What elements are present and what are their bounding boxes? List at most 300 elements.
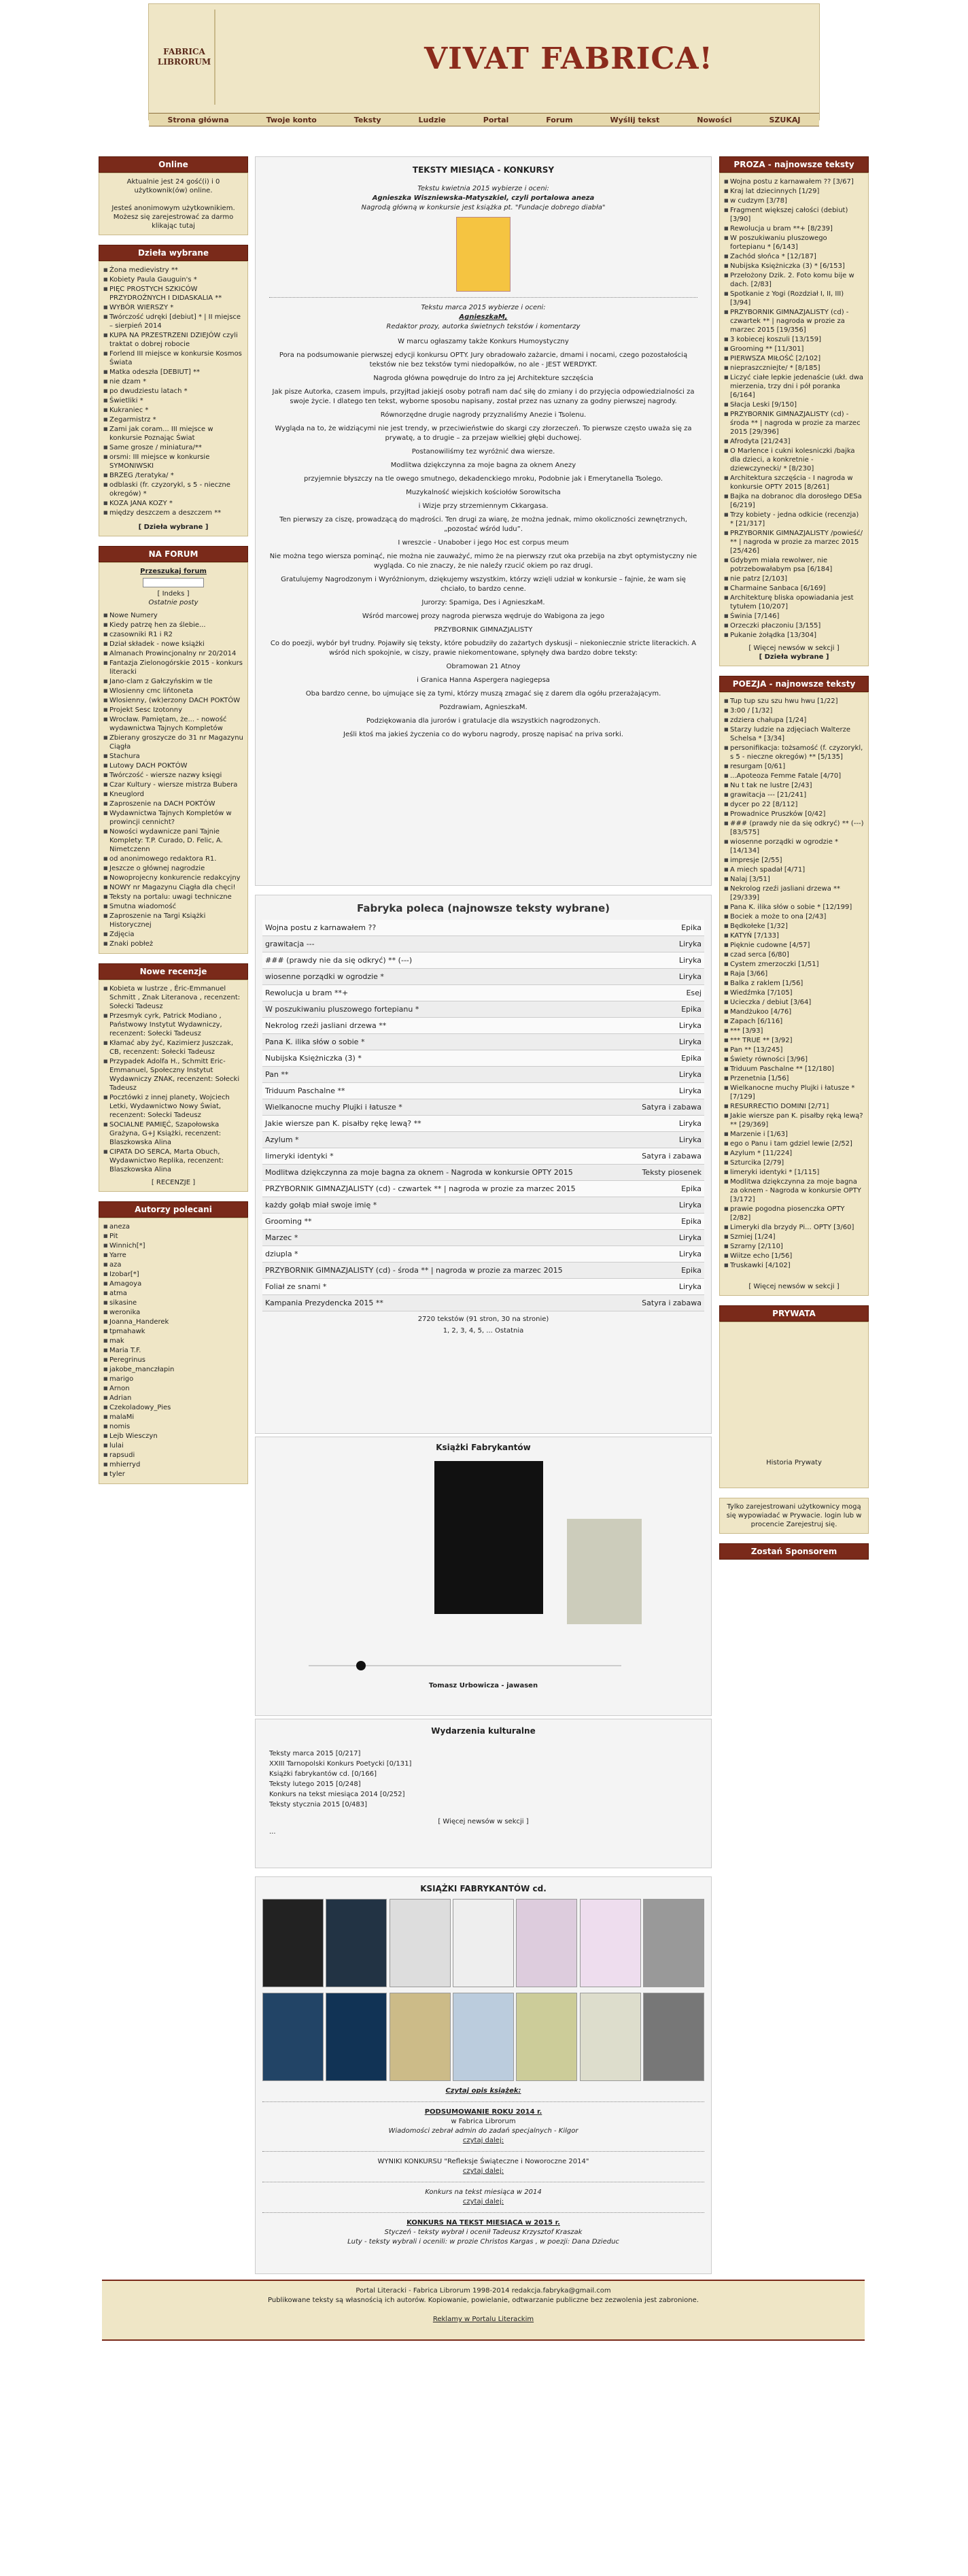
poetry-link[interactable]: ■ ...Apoteoza Femme Fatale [4/70] — [724, 772, 864, 780]
author-link[interactable]: ■ mak — [103, 1337, 243, 1345]
book-thumb[interactable] — [516, 1899, 577, 1987]
prose-more2[interactable]: [ Dzieła wybrane ] — [759, 653, 829, 661]
poetry-link[interactable]: ■ prawie pogodna piosenczka OPTY [2/82] — [724, 1205, 864, 1222]
poetry-link[interactable]: ■ Modlitwa dziękczynna za moje bagna za oknem - Nagroda w konkursie OPTY [3/172] — [724, 1178, 864, 1204]
text-title[interactable]: Nekrolog rzeźi jasliani drzewa ** — [265, 1021, 387, 1030]
forum-post-link[interactable]: ■ Zbierany groszycze do 31 nr Magazynu Ciągła — [103, 734, 243, 751]
forum-post-link[interactable]: ■ Almanach Prowincjonalny nr 20/2014 — [103, 649, 243, 658]
poetry-link[interactable]: ■ Marzenie i [1/63] — [724, 1130, 864, 1139]
poetry-link[interactable]: ■ A miech spadał [4/71] — [724, 865, 864, 874]
poetry-link[interactable]: ■ *** TRUE ** [3/92] — [724, 1036, 864, 1045]
prose-link[interactable]: ■ Przełożony Dzik. 2. Foto komu bije w dach. [2/83] — [724, 271, 864, 289]
table-row[interactable] — [262, 1230, 704, 1246]
event-link[interactable]: Konkurs na tekst miesiąca 2014 [0/252] — [269, 1791, 405, 1798]
forum-post-link[interactable]: ■ NOWY nr Magazynu Ciągła dla chęci! — [103, 883, 243, 892]
text-title[interactable]: wiosenne porządki w ogrodzie * — [265, 972, 384, 981]
poetry-link[interactable]: ■ Azylum * [11/224] — [724, 1149, 864, 1158]
text-category: Esej — [686, 989, 702, 997]
forum-post-link[interactable]: ■ Stachura — [103, 752, 243, 761]
text-title[interactable]: Wielkanocne muchy Plujki i łatusze * — [265, 1103, 402, 1112]
table-row[interactable] — [262, 1099, 704, 1116]
nav-item[interactable]: Teksty — [353, 115, 381, 124]
poetry-link[interactable]: ■ Wielkanocne muchy Plujki i łatusze * [7/129] — [724, 1084, 864, 1101]
forum-post-link[interactable]: ■ Nowości wydawnicze pani Tajnie Komplety: T.P. Curado, D. Felic, A. Nimetczenn — [103, 827, 243, 854]
poetry-link[interactable]: ■ personifikacja: tożsamość (f. czyzorykl, s 5 - nieczne okregów) ** [5/135] — [724, 744, 864, 761]
book-thumb[interactable] — [643, 1993, 704, 2081]
prose-heading: PROZA - najnowsze teksty — [719, 156, 869, 173]
poetry-link[interactable]: ■ Pan ** [13/245] — [724, 1046, 864, 1054]
author-link[interactable]: ■ nomis — [103, 1422, 243, 1431]
table-row[interactable] — [262, 1083, 704, 1099]
forum-post-link[interactable]: ■ Projekt Sesc Izotonny — [103, 706, 243, 715]
prose-link[interactable]: ■ Pukanie żołądka [13/304] — [724, 631, 864, 640]
author-link[interactable]: ■ rapsudi — [103, 1451, 243, 1460]
prose-link[interactable]: ■ O Marlence i cukni kolesniczki /bajka dla dzieci, a konkretnie - dziewczynecki/ * [8/230] — [724, 447, 864, 473]
table-row[interactable] — [262, 1279, 704, 1295]
book-thumb[interactable] — [390, 1899, 451, 1987]
selected-work-link[interactable]: ■ Zegarmistrz * — [103, 415, 243, 424]
text-title[interactable]: Foliał ze snami * — [265, 1282, 327, 1291]
text-title[interactable]: Rewolucja u bram **+ — [265, 989, 349, 997]
poetry-link[interactable]: ■ RESURRECTIO DOMINI [2/71] — [724, 1102, 864, 1111]
site-header — [148, 3, 820, 124]
review-item[interactable]: ■ Przesmyk cyrk, Patrick Modiano , Państwowy Instytut Wydawniczy, recenzent: Sołecki Tadeusz — [103, 1012, 243, 1038]
poetry-more[interactable]: [ Więcej newsów w sekcji ] — [748, 1283, 840, 1290]
selected-work-link[interactable]: ■ Twórczość udręki [debiut] * | II miejsce – sierpień 2014 — [103, 313, 243, 330]
author-link[interactable]: ■ weronika — [103, 1308, 243, 1317]
forum-post-link[interactable]: ■ Wlosienny, (wk)erzony DACH POKTÓW — [103, 696, 243, 705]
poetry-link[interactable]: ■ Wiitze echo [1/56] — [724, 1252, 864, 1260]
text-title[interactable]: W poszukiwaniu pluszowego fortepianu * — [265, 1005, 419, 1014]
review-item[interactable]: ■ SOCIALNE PAMIĘĆ, Szapołowska Grażyna, G+J Książki, recenzent: Blaszkowska Alina — [103, 1120, 243, 1147]
read-more-link[interactable]: czytaj dalej: — [462, 2198, 504, 2205]
prose-link[interactable]: ■ Architektura szczęścia - I nagroda w konkursie OPTY 2015 [8/261] — [724, 474, 864, 492]
footer-ads-link[interactable]: Reklamy w Portalu Literackim — [432, 2316, 534, 2323]
prose-link[interactable]: ■ Afrodyta [21/243] — [724, 437, 864, 446]
selected-work-link[interactable]: ■ po dwudziestu latach * — [103, 387, 243, 396]
table-row[interactable] — [262, 1116, 704, 1132]
selected-work-link[interactable]: ■ Zami jak coram... III miejsce w konkursie Poznając Świat — [103, 425, 243, 443]
author-link[interactable]: ■ marigo — [103, 1375, 243, 1384]
recommended-title: Fabryka poleca (najnowsze teksty wybrane) — [356, 902, 610, 914]
text-title[interactable]: Jakie wiersze pan K. pisałby rękę lewą? ** — [265, 1119, 421, 1128]
event-link[interactable]: XXIII Tarnopolski Konkurs Poetycki [0/131] — [269, 1760, 412, 1768]
slider-handle[interactable] — [356, 1661, 366, 1670]
author-link[interactable]: ■ malaMi — [103, 1413, 243, 1422]
text-title[interactable]: Grooming ** — [265, 1217, 312, 1226]
recommended-section — [255, 895, 712, 1434]
poetry-link[interactable]: ■ Nalaj [3/51] — [724, 875, 864, 884]
event-link[interactable]: Książki fabrykantów cd. [0/166] — [269, 1770, 377, 1778]
poetry-link[interactable]: ■ Przenetnia [1/56] — [724, 1074, 864, 1083]
nav-item[interactable]: Twoje konto — [266, 115, 317, 124]
table-row[interactable] — [262, 920, 704, 936]
contest-paragraph: Ten pierwszy za ciszę, prowadzącą do mądrości. Ten drugi za wiarę, że można jednak, mimo okoliczności zewnętrznych, „pozostać wśród ludu”. — [279, 516, 687, 533]
forum-post-link[interactable]: ■ Dział składek - nowe książki — [103, 640, 243, 649]
forum-post-link[interactable]: ■ Twórczość - wiersze nazwy księgi — [103, 771, 243, 780]
author-link[interactable]: ■ Maria T.F. — [103, 1346, 243, 1355]
author-link[interactable]: ■ Czekoladowy_Pies — [103, 1403, 243, 1412]
text-title[interactable]: Pana K. ilika słów o sobie * — [265, 1037, 365, 1046]
text-title[interactable]: Kampania Prezydencka 2015 ** — [265, 1299, 383, 1307]
contest-paragraph: Wśród marcowej prozy nagroda pierwsza wędruje do Wabigona za jego — [362, 613, 605, 620]
prose-link[interactable]: ■ Świnia [7/146] — [724, 612, 864, 621]
table-row[interactable] — [262, 1246, 704, 1263]
text-title[interactable]: Azylum * — [265, 1135, 299, 1144]
poetry-link[interactable]: ■ Pana K. ilika słów o sobie * [12/199] — [724, 903, 864, 912]
table-row[interactable] — [262, 952, 704, 969]
prose-link[interactable]: ■ niepraszczniejte/ * [8/185] — [724, 364, 864, 373]
poetry-link[interactable]: ■ ### (prawdy nie da się odkryć) ** (---) [83/575] — [724, 819, 864, 837]
contest-paragraph: Równorzędne drugie nagrody przyznaliśmy Anezie i Tsolenu. — [380, 411, 587, 419]
book-thumb[interactable] — [580, 1993, 641, 2081]
prose-link[interactable]: ■ Zachód słońca * [12/187] — [724, 252, 864, 261]
selected-work-link[interactable]: ■ KOZA JANA KOZY * — [103, 499, 243, 508]
nav-item[interactable]: Nowości — [697, 115, 732, 124]
forum-post-link[interactable]: ■ Lutowy DACH POKTÓW — [103, 761, 243, 770]
table-row[interactable] — [262, 1295, 704, 1311]
prose-link[interactable]: ■ Trzy kobiety - jedna odkicie (recenzja) * [21/317] — [724, 511, 864, 528]
event-link[interactable]: Teksty marca 2015 [0/217] — [269, 1750, 361, 1757]
author-link[interactable]: ■ Peregrinus — [103, 1356, 243, 1364]
contest-april-prize[interactable]: Nagrodą główną w konkursie jest książka pt. "Fundacje dobrego diabła" — [361, 204, 606, 211]
table-row[interactable] — [262, 1197, 704, 1214]
forum-post-link[interactable]: ■ Zaproszenie na DACH POKTÓW — [103, 800, 243, 808]
review-item[interactable]: ■ Kłamać aby żyć, Kazimierz Juszczak, CB, recenzent: Sołecki Tadeusz — [103, 1039, 243, 1057]
poetry-link[interactable]: ■ Nekrolog rzeźi jasliani drzewa ** [29/339] — [724, 885, 864, 902]
prose-link[interactable]: ■ Bajka na dobranoc dla dorosłego DESa [6/219] — [724, 492, 864, 510]
author-link[interactable]: ■ sikasine — [103, 1299, 243, 1307]
books-caption[interactable]: Czytaj opis książek: — [445, 2087, 521, 2095]
forum-post-link[interactable]: ■ Nowoprojecny konkurencie redakcyjny — [103, 874, 243, 882]
nav-item[interactable]: Strona główna — [167, 115, 229, 124]
author-link[interactable]: ■ Amagoya — [103, 1280, 243, 1288]
summary-2014[interactable]: PODSUMOWANIE ROKU 2014 r. — [424, 2108, 542, 2116]
text-category: Liryka — [678, 1070, 702, 1079]
poetry-link[interactable]: ■ Limeryki dla brzydy Pi... OPTY [3/60] — [724, 1223, 864, 1232]
nav-item[interactable]: Wyślij tekst — [610, 115, 660, 124]
book-cover-image[interactable] — [456, 217, 511, 292]
selected-works-box — [99, 261, 248, 536]
prose-link[interactable]: ■ Nubijska Księżniczka (3) * [6/153] — [724, 262, 864, 271]
book-thumb[interactable] — [262, 1993, 324, 2081]
contest-paragraph: I wreszcie - Unabober i jego Hoc est corpus meum — [398, 539, 569, 547]
nav-item[interactable]: SZUKAJ — [769, 115, 801, 124]
author-link[interactable]: ■ aza — [103, 1260, 243, 1269]
text-title[interactable]: limeryki identyki * — [265, 1152, 334, 1161]
text-title[interactable]: grawitacja --- — [265, 940, 315, 948]
prose-link[interactable]: ■ W poszukiwaniu pluszowego fortepianu * [6/143] — [724, 234, 864, 252]
right-column — [719, 156, 869, 1560]
text-title[interactable]: Wojna postu z karnawałem ?? — [265, 923, 377, 932]
reviews-box — [99, 980, 248, 1192]
poetry-link[interactable]: ■ ego o Panu i tam gdziel lewie [2/52] — [724, 1139, 864, 1148]
review-item[interactable]: ■ Pocztówki z innej planety, Wojciech Letki, Wydawnictwo Nowy Świat, recenzent: Sołecki Tadeusz — [103, 1093, 243, 1120]
poetry-link[interactable]: ■ limeryki identyki * [1/115] — [724, 1168, 864, 1177]
table-row[interactable] — [262, 1181, 704, 1197]
author-link[interactable]: ■ tyler — [103, 1470, 243, 1479]
forum-post-link[interactable]: ■ Kiedy patrzę hen za ślebie... — [103, 621, 243, 630]
table-row[interactable] — [262, 1165, 704, 1181]
forum-post-link[interactable]: ■ Znaki pobłeż — [103, 940, 243, 948]
poetry-link[interactable]: ■ Szturcika [2/79] — [724, 1158, 864, 1167]
contest-paragraph: Jurorzy: Spamiga, Des i AgnieszkaM. — [421, 599, 545, 606]
forum-heading: NA FORUM — [99, 546, 248, 562]
poetry-link[interactable]: ■ Mandżukoo [4/76] — [724, 1008, 864, 1016]
prose-link[interactable]: ■ nie patrz [2/103] — [724, 574, 864, 583]
author-link[interactable]: ■ Pit — [103, 1232, 243, 1241]
books-more-title: KSIĄŻKI FABRYKANTÓW cd. — [420, 1884, 547, 1893]
book-thumb[interactable] — [390, 1993, 451, 2081]
text-category: Liryka — [678, 1037, 702, 1046]
contest-2015[interactable]: KONKURS NA TEKST MIESIĄCA w 2015 r. — [407, 2219, 560, 2227]
event-link[interactable]: Teksty lutego 2015 [0/248] — [269, 1781, 361, 1788]
poetry-link[interactable]: ■ KATYŃ [7/133] — [724, 931, 864, 940]
selected-work-link[interactable]: ■ Kobiety Paula Gauguin's * — [103, 275, 243, 284]
prose-link[interactable]: ■ 3 kobiecej koszuli [13/159] — [724, 335, 864, 344]
author-link[interactable]: ■ jakobe_manczłapin — [103, 1365, 243, 1374]
contest-april-judge[interactable]: Agnieszka Wiszniewska-Matyszkiel, czyli portalowa aneza — [372, 194, 595, 202]
poetry-link[interactable]: ■ Balka z raklem [1/56] — [724, 979, 864, 988]
footer-rights: Publikowane teksty są własnością ich autorów. Kopiowanie, powielanie, odtwarzanie publiczne bez zezwolenia jest zabronione. — [268, 2297, 699, 2304]
book-thumb[interactable] — [262, 1899, 324, 1987]
author-link[interactable]: ■ lulai — [103, 1441, 243, 1450]
author-link[interactable]: ■ Winnich[*] — [103, 1241, 243, 1250]
contest-february: Luty - teksty wybrali i ocenili: w prozie Christos Kargas , w poezji: Dana Dzieduc — [347, 2238, 619, 2246]
poetry-link[interactable]: ■ Raja [3/66] — [724, 969, 864, 978]
poetry-link[interactable]: ■ zdziera chałupa [1/24] — [724, 716, 864, 725]
prose-link[interactable]: ■ Liczyć ciałe lepkie jedenaście (ukł. dwa mierzenia, trzy dni i pół poranka [6/164] — [724, 373, 864, 400]
poetry-link[interactable]: ■ 3:00 / [1/32] — [724, 706, 864, 715]
sponsor-heading[interactable]: Zostań Sponsorem — [719, 1543, 869, 1560]
prose-link[interactable]: ■ Orzeczki płaczoniu [3/155] — [724, 621, 864, 630]
poetry-link[interactable]: ■ impresje [2/55] — [724, 856, 864, 865]
forum-post-link[interactable]: ■ Jano-clam z Gałczyńskim w tle — [103, 677, 243, 686]
reviews-more[interactable]: [ RECENZJE ] — [151, 1179, 196, 1186]
forum-post-link[interactable]: ■ Wlosienny cmc lińtoneta — [103, 687, 243, 695]
contest-paragraph: Podziękowania dla jurorów i gratulacje dla wszystkich nagrodzonych. — [366, 717, 601, 725]
selected-work-link[interactable]: ■ między deszczem a deszczem ** — [103, 509, 243, 517]
table-row[interactable] — [262, 1132, 704, 1148]
table-row[interactable] — [262, 969, 704, 985]
review-item[interactable]: ■ Przypadek Adolfa H., Schmitt Eric-Emmanuel, Społeczny Instytut Wydawniczy ZNAK, recenzent: Sołecki Tadeusz — [103, 1057, 243, 1093]
selected-work-link[interactable]: ■ nie dzam * — [103, 377, 243, 386]
poetry-link[interactable]: ■ Starzy ludzie na zdjęciach Walterze Schelsa * [3/34] — [724, 725, 864, 743]
prose-link[interactable]: ■ Wojna postu z karnawałem ?? [3/67] — [724, 177, 864, 186]
poetry-link[interactable]: ■ Świety równości [3/96] — [724, 1055, 864, 1064]
poetry-link[interactable]: ■ Bociek a może to ona [2/43] — [724, 912, 864, 921]
table-row[interactable] — [262, 1034, 704, 1050]
selected-work-link[interactable]: ■ Same grosze / miniatura/** — [103, 443, 243, 452]
prose-link[interactable]: ■ Słacja Leski [9/150] — [724, 400, 864, 409]
poetry-link[interactable]: ■ Pięknie cudowne [4/57] — [724, 941, 864, 950]
prose-link[interactable]: ■ Kraj lat dziecinnych [1/29] — [724, 187, 864, 196]
poetry-link[interactable]: ■ dycer po 22 [8/112] — [724, 800, 864, 809]
poetry-link[interactable]: ■ Truskawki [4/102] — [724, 1261, 864, 1270]
forum-post-link[interactable]: ■ od anonimowego redaktora R1. — [103, 855, 243, 863]
text-title[interactable]: każdy gołąb miał swoje imię * — [265, 1201, 377, 1209]
selected-work-link[interactable]: ■ Forlend III miejsce w konkursie Kosmos Świata — [103, 349, 243, 367]
table-row[interactable] — [262, 1148, 704, 1165]
poetry-link[interactable]: ■ Jakie wiersze pan K. pisałby ręką lewą? ** [29/369] — [724, 1112, 864, 1129]
prose-link[interactable]: ■ Rewolucja u bram **+ [8/239] — [724, 224, 864, 233]
forum-post-link[interactable]: ■ Wydawnictwa Tajnych Kompletów w prowincji cennicht? — [103, 809, 243, 827]
text-title[interactable]: Nubijska Księżniczka (3) * — [265, 1054, 362, 1063]
forum-post-link[interactable]: ■ Jeszcze o głównej nagrodzie — [103, 864, 243, 873]
book-thumb[interactable] — [580, 1899, 641, 1987]
table-row[interactable] — [262, 1001, 704, 1018]
poetry-link[interactable]: ■ Wiedźmka [7/105] — [724, 989, 864, 997]
contest-march-judge[interactable]: AgnieszkaM, — [459, 313, 508, 321]
nav-item[interactable]: Forum — [546, 115, 573, 124]
poetry-link[interactable]: ■ wiosenne porządki w ogrodzie * [14/134] — [724, 838, 864, 855]
prose-link[interactable]: ■ PRZYBORNIK GIMNAZJALISTY (cd) - czwartek ** | nagroda w prozie za marzec 2015 [19/356] — [724, 308, 864, 334]
prose-link[interactable]: ■ Grooming ** [11/301] — [724, 345, 864, 354]
prose-more[interactable]: [ Więcej newsów w sekcji ] — [748, 645, 840, 652]
text-title[interactable]: PRZYBORNIK GIMNAZJALISTY (cd) - środa ** | nagroda w prozie za marzec 2015 — [265, 1266, 563, 1275]
site-footer — [102, 2280, 865, 2341]
forum-post-link[interactable]: ■ Zdjęcia — [103, 930, 243, 939]
event-link[interactable]: Teksty stycznia 2015 [0/483] — [269, 1801, 368, 1808]
poetry-link[interactable]: ■ Nu t tak ne lustre [2/43] — [724, 781, 864, 790]
events-more[interactable]: [ Więcej newsów w sekcji ] — [438, 1818, 529, 1825]
contest-paragraph: i Granica Hanna Aspergera nagiegepsa — [417, 676, 550, 684]
forum-post-link[interactable]: ■ Zaproszenie na Targi Książki Historycznej — [103, 912, 243, 929]
poetry-link[interactable]: ■ resurgam [0/61] — [724, 762, 864, 771]
site-logo[interactable]: FABRICA LIBRORUM — [154, 10, 215, 105]
author-link[interactable]: ■ Yarre — [103, 1251, 243, 1260]
author-link[interactable]: ■ Izobar[*] — [103, 1270, 243, 1279]
selected-work-link[interactable]: ■ Żona medievistry ** — [103, 266, 243, 275]
selected-work-link[interactable]: ■ odblaski (fr. czyzorykl, s 5 - nieczne okregów) * — [103, 481, 243, 498]
online-anon[interactable]: Jesteś anonimowym użytkownikiem. Możesz się zarejestrować za darmo klikając tutaj — [111, 205, 235, 230]
slider-track[interactable] — [309, 1665, 621, 1666]
prose-link[interactable]: ■ Charmaine Sanbaca [6/169] — [724, 584, 864, 593]
poetry-link[interactable]: ■ Szmiej [1/24] — [724, 1233, 864, 1241]
read-more-link[interactable]: czytaj dalej: — [462, 2167, 504, 2175]
author-link[interactable]: ■ Arnon — [103, 1384, 243, 1393]
selected-work-link[interactable]: ■ BRZEG /teratyka/ * — [103, 471, 243, 480]
book-thumb[interactable] — [516, 1993, 577, 2081]
text-title[interactable]: Modlitwa dziękczynna za moje bagna za oknem - Nagroda w konkursie OPTY 2015 — [265, 1168, 573, 1177]
table-row[interactable] — [262, 985, 704, 1001]
poetry-link[interactable]: ■ Cystem zmerzoczki [1/51] — [724, 960, 864, 969]
prose-link[interactable]: ■ Spotkanie z Yogi (Rozdział I, II, III) [3/94] — [724, 290, 864, 307]
prose-link[interactable]: ■ PIERWSZA MIŁOŚĆ [2/102] — [724, 354, 864, 363]
book-thumb[interactable] — [326, 1993, 387, 2081]
poetry-link[interactable]: ■ Ucieczka / debiut [3/64] — [724, 998, 864, 1007]
selected-work-link[interactable]: ■ orsmi: III miejsce w konkursie SYMONIWSKI — [103, 453, 243, 470]
book-thumb[interactable] — [453, 1993, 514, 2081]
selected-work-link[interactable]: ■ PIĘC PROSTYCH SZKICÓW PRZYDROŻNYCH I DIDASKALIA ** — [103, 285, 243, 303]
author-link[interactable]: ■ atma — [103, 1289, 243, 1298]
book-image-1[interactable] — [434, 1461, 543, 1614]
author-link[interactable]: ■ tpmahawk — [103, 1327, 243, 1336]
forum-post-link[interactable]: ■ Czar Kultury - wiersze mistrza Bubera — [103, 780, 243, 789]
forum-post-link[interactable]: ■ Wrocław. Pamiętam, że... - nowość wydawnictwa Tajnych Kompletów — [103, 715, 243, 733]
forum-post-link[interactable]: ■ Kneuglord — [103, 790, 243, 799]
poetry-link[interactable]: ■ Triduum Paschalne ** [12/180] — [724, 1065, 864, 1074]
nav-item[interactable]: Ludzie — [418, 115, 446, 124]
forum-post-link[interactable]: ■ czasowniki R1 i R2 — [103, 630, 243, 639]
book-thumb[interactable] — [326, 1899, 387, 1987]
prose-link[interactable]: ■ w cudzym [3/78] — [724, 196, 864, 205]
book-thumb[interactable] — [453, 1899, 514, 1987]
author-link[interactable]: ■ Joanna_Handerek — [103, 1318, 243, 1326]
poetry-box — [719, 692, 869, 1296]
poetry-link[interactable]: ■ Szrarny [2/110] — [724, 1242, 864, 1251]
events-list — [269, 1749, 697, 1810]
author-link[interactable]: ■ aneza — [103, 1222, 243, 1231]
poetry-link[interactable]: ■ *** [3/93] — [724, 1027, 864, 1035]
forum-search-input[interactable] — [143, 578, 204, 587]
forum-post-link[interactable]: ■ Fantazja Zielonogórskie 2015 - konkurs literacki — [103, 659, 243, 676]
text-title[interactable]: PRZYBORNIK GIMNAZJALISTY (cd) - czwartek ** | nagroda w prozie za marzec 2015 — [265, 1184, 576, 1193]
selected-work-link[interactable]: ■ Świetliki * — [103, 396, 243, 405]
prose-link[interactable]: ■ Architekturę bliska opowiadania jest tytułem [10/207] — [724, 594, 864, 611]
text-title[interactable]: Marzec * — [265, 1233, 298, 1242]
poetry-link[interactable]: ■ Prowadnice Pruszków [0/42] — [724, 810, 864, 819]
recommended-pager[interactable]: 1, 2, 3, 4, 5, ... Ostatnia — [443, 1327, 524, 1335]
divider — [262, 2101, 704, 2102]
table-row[interactable] — [262, 936, 704, 952]
selected-works-more[interactable]: [ Dzieła wybrane ] — [138, 523, 209, 531]
poetry-link[interactable]: ■ czad serca [6/80] — [724, 950, 864, 959]
book-thumb[interactable] — [643, 1899, 704, 1987]
forum-post-link[interactable]: ■ Teksty na portalu: uwagi techniczne — [103, 893, 243, 901]
recommended-table — [262, 920, 704, 1311]
nav-item[interactable]: Portal — [483, 115, 509, 124]
text-title[interactable]: Pan ** — [265, 1070, 289, 1079]
poetry-link[interactable]: ■ Będkołeke [1/32] — [724, 922, 864, 931]
prose-link[interactable]: ■ PRZYBORNIK GIMNAZJALISTY /powieść/ ** | nagroda w prozie za marzec 2015 [25/426] — [724, 529, 864, 555]
book-image-2[interactable] — [567, 1519, 642, 1624]
forum-box — [99, 562, 248, 954]
author-link[interactable]: ■ Lejb Wiesczyn — [103, 1432, 243, 1441]
forum-post-link[interactable]: ■ Smutna wiadomość — [103, 902, 243, 911]
table-row[interactable] — [262, 1263, 704, 1279]
prose-link[interactable]: ■ Fragment większej całości (debiut) [3/90] — [724, 206, 864, 224]
table-row[interactable] — [262, 1050, 704, 1067]
selected-work-link[interactable]: ■ KUPA NA PRZESTRZENI DZIEJÓW czyli traktat o dobrej robocie — [103, 331, 243, 349]
text-title[interactable]: Triduum Paschalne ** — [265, 1086, 345, 1095]
poetry-link[interactable]: ■ grawitacja --- [21/241] — [724, 791, 864, 800]
private-history[interactable]: Historia Prywaty — [766, 1459, 822, 1466]
books-slider[interactable] — [261, 1458, 706, 1682]
poetry-link[interactable]: ■ Zapach [6/116] — [724, 1017, 864, 1026]
selected-work-link[interactable]: ■ WYBÓR WIERSZY * — [103, 303, 243, 312]
selected-work-link[interactable]: ■ Kukraniec * — [103, 406, 243, 415]
author-link[interactable]: ■ Adrian — [103, 1394, 243, 1403]
table-row[interactable] — [262, 1214, 704, 1230]
text-title[interactable]: ### (prawdy nie da się odkryć) ** (---) — [265, 956, 413, 965]
prose-link[interactable]: ■ PRZYBORNIK GIMNAZJALISTY (cd) - środa ** | nagroda w prozie za marzec 2015 [29/396] — [724, 410, 864, 436]
author-link[interactable]: ■ mhierryd — [103, 1460, 243, 1469]
read-more-link[interactable]: czytaj dalej: — [462, 2137, 504, 2144]
table-row[interactable] — [262, 1018, 704, 1034]
text-title[interactable]: dziupla * — [265, 1250, 298, 1258]
prose-link[interactable]: ■ Gdybym miała rewolwer, nie potrzebowałabym psa [6/184] — [724, 556, 864, 574]
private-note: Tylko zarejestrowani użytkownicy mogą się wypowiadać w Prywacie. login lub w procencie Zarejestruj się. — [726, 1503, 862, 1528]
review-item[interactable]: ■ CIPATA DO SERCA, Marta Obuch, Wydawnictwo Replika, recenzent: Blaszkowska Alina — [103, 1148, 243, 1174]
selected-work-link[interactable]: ■ Matka odeszła [DEBIUT] ** — [103, 368, 243, 377]
table-row[interactable] — [262, 1067, 704, 1083]
text-category: Liryka — [678, 1119, 702, 1128]
forum-index-link[interactable]: [ Indeks ] — [157, 590, 190, 598]
forum-post-link[interactable]: ■ Nowe Numery — [103, 611, 243, 620]
review-item[interactable]: ■ Kobieta w lustrze , Éric-Emmanuel Schmitt , Znak Literanova , recenzent: Sołecki Tadeusz — [103, 984, 243, 1011]
poetry-link[interactable]: ■ Tup tup szu szu hwu hwu [1/22] — [724, 697, 864, 706]
